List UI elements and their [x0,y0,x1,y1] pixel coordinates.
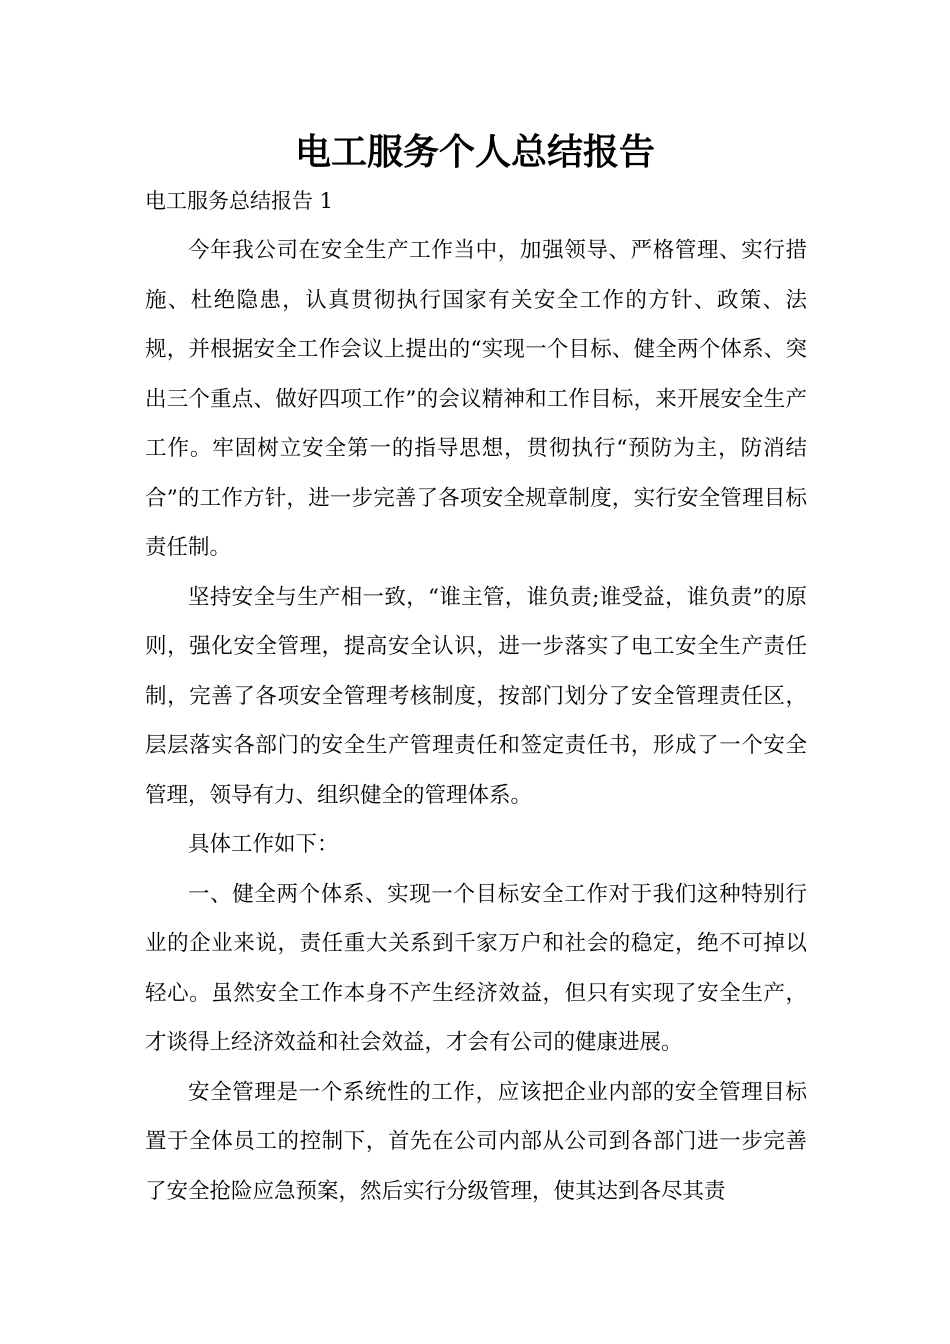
document-body [145,226,807,1216]
paragraph-1: 今年我公司在安全生产工作当中，加强领导、严格管理、实行措施、杜绝隐患，认真贯彻执行国家有关安全工作的方针、政策、法规，并根据安全工作会议上提出的“实现一个目标、健全两个体系、突出三个重点、做好四项工作”的会议精神和工作目标，来开展安全生产工作。牢固树立安全第一的指导思想，贯彻执行“预防为主，防消结合”的工作方针，进一步完善了各项安全规章制度，实行安全管理目标责任制。 [145,238,807,560]
paragraph-4: 一、健全两个体系、实现一个目标安全工作对于我们这种特别行业的企业来说，责任重大关系到千家万户和社会的稳定，绝不可掉以轻心。虽然安全工作本身不产生经济效益，但只有实现了安全生产，才谈得上经济效益和社会效益，才会有公司的健康进展。 [145,881,807,1055]
paragraph-3: 具体工作如下： [188,832,339,857]
section-heading: 电工服务总结报告 1 [145,189,334,213]
paragraph-5: 安全管理是一个系统性的工作，应该把企业内部的安全管理目标置于全体员工的控制下，首先在公司内部从公司到各部门进一步完善了安全抢险应急预案，然后实行分级管理，使其达到各尽其责 [145,1079,807,1204]
paragraph-2: 坚持安全与生产相一致，“谁主管，谁负责;谁受益，谁负责”的原则，强化安全管理，提高安全认识，进一步落实了电工安全生产责任制，完善了各项安全管理考核制度，按部门划分了安全管理责任区，层层落实各部门的安全生产管理责任和签定责任书，形成了一个安全管理，领导有力、组织健全的管理体系。 [145,584,807,808]
document-title: 电工服务个人总结报告 [294,132,655,173]
